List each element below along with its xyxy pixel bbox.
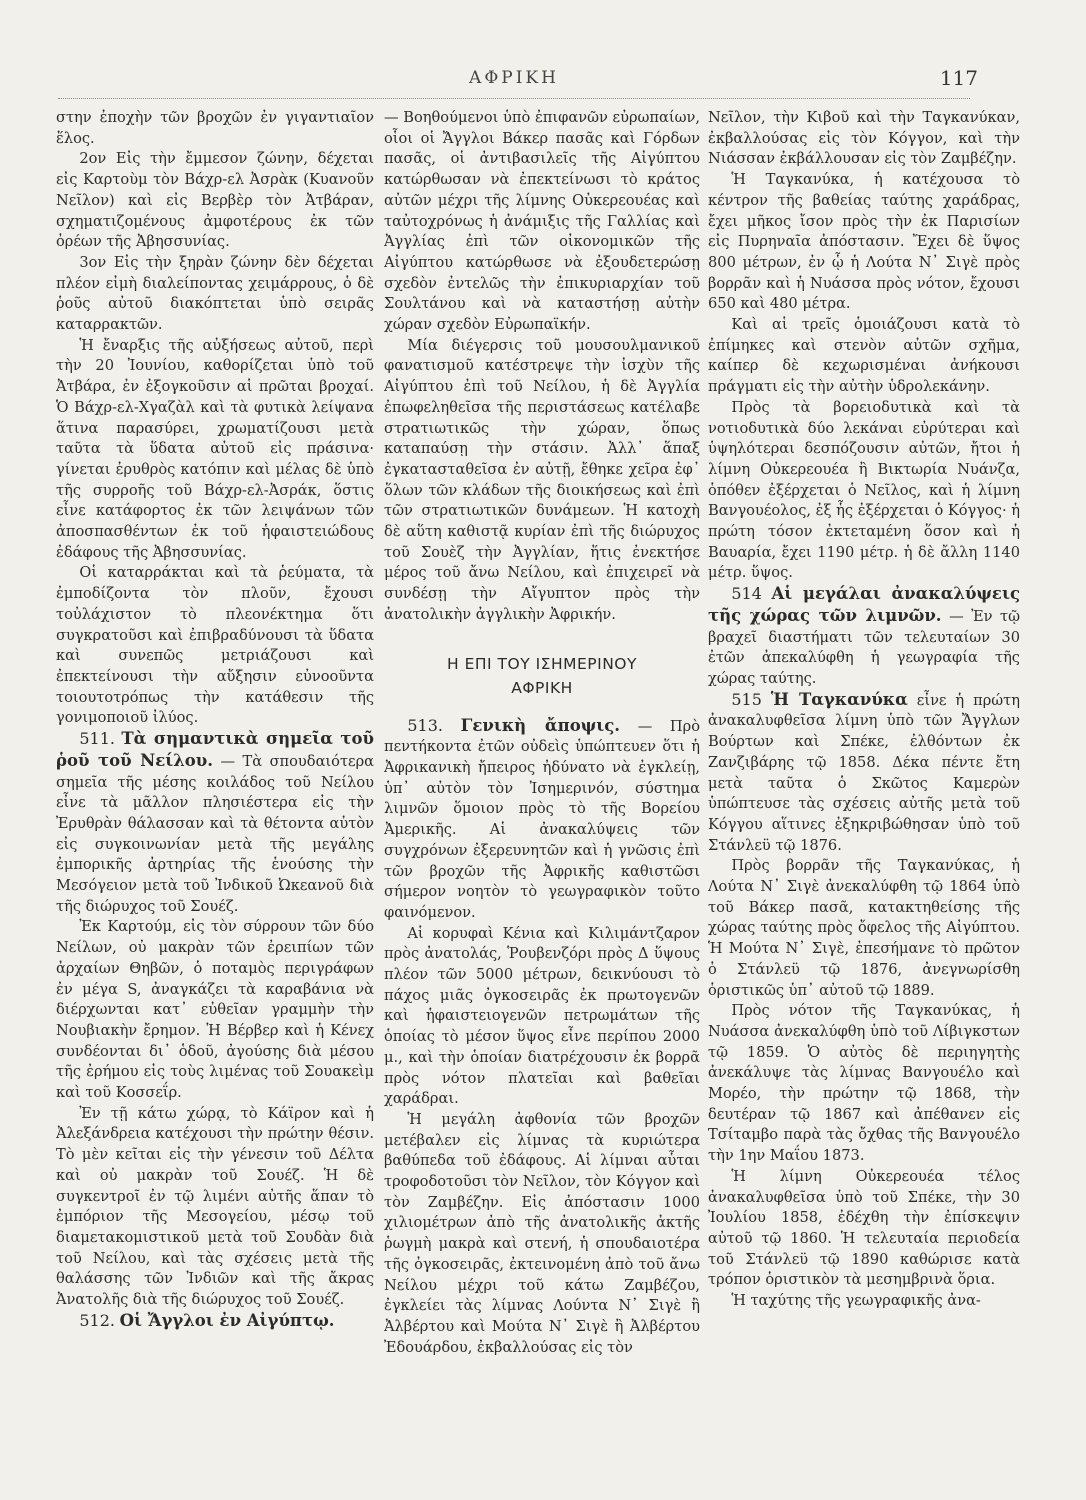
running-title: ΑΦΡΙΚΗ — [469, 68, 559, 88]
text-column-3 — [708, 108, 1020, 1448]
section-513 — [384, 716, 700, 924]
text-column-2 — [384, 108, 700, 1448]
paragraph: Πρὸς βορρᾶν τῆς Ταγκανύκας, ἡ Λούτα Ν᾽ Σιγὲ ἀνεκαλύφθη τῷ 1864 ὑπὸ τοῦ Βάκερ πασᾶ, κατακτηθείσης τῆς χώρας ταύτης πρὸς ὄφελος τῆς Αἰγύπτου. Ἡ Μούτα Ν᾽ Σιγὲ, ἐπεσήμανε τὸ πρῶτον ὁ Στάνλεϋ τῷ 1876, ἀνεγνωρίσθη ὁριστικῶς ὑπ᾽ αὐτοῦ τῷ 1889. — [708, 857, 1020, 999]
section-text: — Ἐν τῷ βραχεῖ διαστήματι τῶν τελευταίων 30 ἐτῶν ἀπεκαλύφθη ἡ γεωγραφία τῆς χώρας ταύτης. — [708, 607, 1020, 687]
paragraph: Ἡ μεγάλη ἀφθονία τῶν βροχῶν μετέβαλεν εἰς λίμνας τὰ κυριώτερα βαθύπεδα τοῦ ἐδάφους. Αἱ λίμναι αὗται τροφοδοτοῦσι τὸν Νεῖλον, τὸν Κόγγον καὶ τὸν Ζαμβέζην. Εἰς ἀπόστασιν 1000 χιλιομέτρων ἀπὸ τῆς ἀνατολικῆς ἀκτῆς ῥωγμὴ μακρὰ καὶ στενή, ἡ σπουδαιοτέρα τῆς ὀγκοσειρᾶς, ἐκτεινομένη ἀπὸ τοῦ ἄνω Νείλου μέχρι τοῦ κάτω Ζαμβέζου, ἐγκλείει τὰς λίμνας Λούντα Ν᾽ Σιγὲ ἢ Ἀλβέρτου καὶ Μούτα Ν᾽ Σιγὲ ἢ Ἀλβέρτου Ἐδουάρδου, ἐκβαλλούσας εἰς τὸν — [384, 1110, 700, 1356]
section-title: Γενικὴ ἄποψις. — [460, 715, 621, 735]
paragraph: Οἱ καταρράκται καὶ τὰ ῥεύματα, τὰ ἐμποδίζοντα τὸν πλοῦν, ἔχουσι τοὐλάχιστον τὸ πλεονέκτημα ὅτι συγκρατοῦσι καὶ ἐπιβραδύνουσι τὰ ὕδατα καὶ συνεπῶς μετριάζουσι καὶ ἐπεκτείνουσι τὴν αὔξησιν εὐνοοῦντα τοιουτοτρόπως τὴν κατάθεσιν τῆς γονιμοποιοῦ ἰλύος. — [56, 564, 374, 727]
section-number: 515 — [731, 689, 762, 709]
paragraph: Πρὸς τὰ βορειοδυτικὰ καὶ τὰ νοτιοδυτικὰ δύο λεκάναι εὐρύτεραι καὶ ὑψηλότεραι δεσπόζουσιν αὐτῶν, ἤτοι ἡ λίμνη Οὐκερεουέα ἢ Βικτωρία Νυάνζα, ὁπόθεν ἐξέρχεται ὁ Νεῖλος, καὶ ἡ λίμνη Βανγουέολος, ἐξ ἧς ἐξέρχεται ὁ Κόγγος· ἡ πρώτη τόσον ἐκτεταμένη ὅσον καὶ ἡ Βαυαρία, ἔχει 1190 μέτρ. ἡ δὲ ἄλλη 1140 μέτρ. ὕψος. — [708, 398, 1020, 582]
section-title: Ἡ Ταγκανύκα — [770, 689, 908, 709]
paragraph: Νεῖλον, τὴν Κιβοῦ καὶ τὴν Ταγκανύκαν, ἐκβαλλούσας εἰς τὸν Κόγγον, καὶ τὴν Νιάσσαν ἐκβάλλουσαν εἰς τὸν Ζαμβέζην. — [708, 109, 1020, 168]
paragraph: 2ον Εἰς τὴν ἔμμεσον ζώνην, δέχεται εἰς Καρτοὺμ τὸν Βάχρ-ελ Ἀσρὰκ (Κυανοῦν Νεῖλον) καὶ εἰς Βερβὲρ τὸν Ἀτβάραν, σχηματιζομένους ἀμφοτέρους ἐκ τῶν ὀρέων τῆς Ἀβησσυνίας. — [56, 150, 374, 251]
paragraph: στην ἐποχὴν τῶν βροχῶν ἐν γιγαντιαῖον ἕλος. — [56, 109, 374, 147]
text-column-1 — [56, 108, 374, 1448]
section-text: — Τὰ σπουδαιότερα σημεῖα τῆς μέσης κοιλάδος τοῦ Νείλου εἶνε τὰ μᾶλλον πλησιέστερα εἰς τὴν Ἐρυθρὰν θάλασσαν καὶ τὰ θέτοντα αὐτὸν εἰς συγκοινωνίαν μετὰ τῆς μεγάλης ἐμπορικῆς ἀρτηρίας τῆς ἑνούσης τὴν Μεσόγειον μετὰ τοῦ Ἰνδικοῦ Ὠκεανοῦ διὰ τῆς διώρυχος τοῦ Σουέζ. — [56, 752, 374, 915]
section-512-text: — Βοηθούμενοι ὑπὸ ἐπιφανῶν εὐρωπαίων, οἷοι οἱ Ἄγγλοι Βάκερ πασᾶς καὶ Γόρδων πασᾶς, οἱ ἀντιβασιλεῖς τῆς Αἰγύπτου κατώρθωσαν νὰ ἐπεκτείνωσι τὸ κράτος αὐτῶν μέχρι τῆς λίμνης Οὐκερεουέας καὶ ταὐτοχρόνως ἡ ἀνάμιξις τῆς Γαλλίας καὶ Ἀγγλίας ἐπὶ τῶν οἰκονομικῶν τῆς Αἰγύπτου κατώρθωσε νὰ ἐξουδετερώσῃ σχεδὸν ἐντελῶς τὴν ἐπικυριαρχίαν τοῦ Σουλτάνου καὶ νὰ καταστήσῃ αὐτὴν χώραν σχεδὸν Εὐρωπαϊκήν. — [384, 109, 700, 334]
header-rule — [58, 98, 970, 99]
paragraph: Ἐκ Καρτούμ, εἰς τὸν σύρρουν τῶν δύο Νείλων, οὐ μακρὰν τῶν ἐρειπίων τῶν ἀρχαίων Θηβῶν, ὁ ποταμὸς περιγράφων ἐν μέγα S, ἀναγκάζει τὰ καραβάνια νὰ διέρχωνται κατ᾽ εὐθεῖαν γραμμὴν τὴν Νουβιακὴν ἔρημον. Ἡ Βέρβερ καὶ ἡ Κένεχ συνδέονται δι᾽ ὁδοῦ, ἀγούσης διὰ μέσου τῆς ἐρήμου εἰς τοὺς λιμένας τοῦ Σουακεὶμ καὶ τοῦ Κοσσεΐρ. — [56, 918, 374, 1102]
paragraph: Ἡ ταχύτης τῆς γεωγραφικῆς ἀνα- — [731, 1292, 981, 1310]
section-title: Αἱ μεγάλαι ἀνακαλύψεις τῆς χώρας τῶν λιμνῶν. — [708, 584, 1020, 625]
section-511 — [56, 729, 374, 917]
section-512-heading — [56, 1311, 374, 1333]
section-number: 511. — [79, 729, 115, 749]
section-number: 512. — [79, 1310, 115, 1330]
paragraph: Ἡ Ταγκανύκα, ἡ κατέχουσα τὸ κέντρον τῆς βαθείας ταύτης χαράδρας, ἔχει μῆκος ἴσον πρὸς τὴν ἐκ Παρισίων εἰς Πυρηναῖα ἀπόστασιν. Ἔχει δὲ ὕψος 800 μέτρων, ἐν ᾧ ἡ Λούτα Ν᾽ Σιγὲ πρὸς βορρᾶν καὶ ἡ Νυάσσα πρὸς νότον, ἔχουσι 650 καὶ 480 μέτρα. — [708, 171, 1020, 313]
section-title: Οἱ Ἄγγλοι ἐν Αἰγύπτῳ. — [119, 1310, 335, 1330]
running-header — [58, 62, 978, 98]
chapter-title — [384, 652, 700, 700]
chapter-title-line: Η ΕΠΙ ΤΟΥ ΙΣΗΜΕΡΙΝΟΥ — [447, 654, 637, 673]
section-515 — [708, 690, 1020, 857]
paragraph: Πρὸς νότον τῆς Ταγκανύκας, ἡ Νυάσσα ἀνεκαλύφθη ὑπὸ τοῦ Λίβιγκστων τῷ 1859. Ὁ αὐτὸς δὲ περιηγητὴς ἀνεκάλυψε τὰς λίμνας Βανγουέλο καὶ Μορέο, τὴν πρώτην τῷ 1868, τὴν δευτέραν τῷ 1867 καὶ ἀπέθανεν εἰς Τσίταμβο παρὰ τὰς ὄχθας τῆς Βανγουέλο τὴν 1ην Μαΐου 1873. — [708, 1002, 1020, 1165]
paragraph: Ἡ λίμνη Οὐκερεουέα τέλος ἀνακαλυφθεῖσα ὑπὸ τοῦ Σπέκε, τὴν 30 Ἰουλίου 1858, ἐδέχθη τὴν ἐπίσκεψιν αὐτοῦ τῷ 1860. Ἡ τελευταία περιοδεία τοῦ Στάνλεϋ τῷ 1890 καθώρισε κατὰ τρόπον ὁριστικὸν τὰ μεσημβρινὰ ὅρια. — [708, 1167, 1020, 1289]
section-title: Τὰ σημαντικὰ σημεῖα τοῦ ῥοῦ τοῦ Νείλου. — [56, 729, 374, 770]
page-number: 117 — [939, 66, 978, 90]
paragraph: Μία διέγερσις τοῦ μουσουλμανικοῦ φανατισμοῦ κατέστρεψε τὴν ἰσχὺν τῆς Αἰγύπτου ἐπὶ τοῦ Νείλου, ἡ δὲ Ἀγγλία ἐπωφεληθεῖσα τῆς περιστάσεως κατέλαβε στρατιωτικῶς τὴν χώραν, ὅπως καταπαύσῃ τὴν στάσιν. Ἀλλ᾽ ἅπαξ ἐγκατασταθεῖσα ἐν αὐτῇ, ἔθηκε χεῖρα ἐφ᾽ ὅλων τῶν κλάδων τῆς διοικήσεως καὶ ἐπὶ τῶν στρατιωτικῶν δυνάμεων. Ἡ κατοχὴ δὲ αὕτη καθιστᾷ κυρίαν ἐπὶ τῆς διώρυχος τοῦ Σουὲζ τὴν Ἀγγλίαν, ἥτις ἐνεκτήσε μέρος τοῦ ἄνω Νείλου, καὶ ἐπιχειρεῖ νὰ συνδέσῃ τὴν Αἴγυπτον πρὸς τὴν ἀνατολικὴν ἀγγλικὴν Ἀφρικήν. — [384, 336, 700, 623]
paragraph: Καὶ αἱ τρεῖς ὁμοιάζουσι κατὰ τὸ ἐπίμηκες καὶ στενὸν αὐτῶν σχῆμα, καίπερ δὲ κεχωρισμέναι ἀνήκουσι πράγματι εἰς τὴν αὐτὴν ὑδρολεκάνην. — [708, 316, 1020, 396]
section-514 — [708, 584, 1020, 690]
paragraph: Αἱ κορυφαὶ Κένια καὶ Κιλιμάντζαρον πρὸς ἀνατολάς, Ῥουβενζόρι πρὸς Δ ὕψους πλέον τῶν 5000 μέτρων, δεικνύουσι τὸ πάχος μιᾶς ὀγκοσειρᾶς ἐκ πρωτογενῶν καὶ ἡφαιστειογενῶν πετρωμάτων τῆς ὁποίας τὸ μέσον ὕψος εἶνε περίπου 2000 μ., καὶ τὴν ὁποίαν διατρέχουσιν ἐκ βορρᾶ πρὸς νότον πλατεῖαι καὶ βαθεῖαι χαράδραι. — [384, 924, 700, 1108]
section-number: 513. — [407, 715, 443, 735]
section-number: 514 — [731, 584, 762, 604]
section-text: εἶνε ἡ πρώτη ἀνακαλυφθεῖσα λίμνη ὑπὸ τῶν Ἄγγλων Βούρτων καὶ Σπέκε, ἐλθόντων ἐκ Ζανζιβάρης τῷ 1858. Δέκα πέντε ἔτη μετὰ ταῦτα ὁ Σκῶτος Καμερὼν ὑπώπτευσε τὰς σχέσεις αὐτῆς μετὰ τοῦ Κόγγου αἵτινες ἐξηκριβώθησαν ὑπὸ τοῦ Στάνλεϋ τῷ 1876. — [708, 691, 1020, 854]
chapter-title-line: ΑΦΡΙΚΗ — [511, 678, 573, 697]
paragraph: Ἡ ἔναρξις τῆς αὐξήσεως αὐτοῦ, περὶ τὴν 20 Ἰουνίου, καθορίζεται ὑπὸ τοῦ Ἀτβάρα, ἐν ἐξογκοῦσιν αἱ πρῶται βροχαί. Ὁ Βάχρ-ελ-Χγαζὰλ καὶ τὰ φυτικὰ λείψανα ἅτινα παρασύρει, χρωματίζουσι μετὰ ταῦτα τὰ ὕδατα αὐτοῦ εἰς πράσινα· γίνεται ἐρυθρὸς κατόπιν καὶ μέλας δὲ ὑπὸ τῆς συρροῆς τοῦ Βάχρ-ελ-Ἀσράκ, ὅστις εἶνε κατάφορτος ἐκ τῶν λειψάνων τῶν ἀποσπασθέντων ἐκ τοῦ ἡφαιστειώδους ἐδάφους τῆς Ἀβησσυνίας. — [56, 336, 374, 561]
paragraph: Ἐν τῇ κάτω χώρᾳ, τὸ Κάϊρον καὶ ἡ Ἀλεξάνδρεια κατέχουσι τὴν πρώτην θέσιν. Τὸ μὲν κεῖται εἰς τὴν γένεσιν τοῦ Δέλτα καὶ οὐ μακρὰν τοῦ Σουέζ. Ἡ δὲ συγκεντροῖ ἐν τῷ λιμένι αὐτῆς ἅπαν τὸ ἐμπόριον τῆς Μεσογείου, μέσῳ τοῦ διαμετακομιστικοῦ μετὰ τοῦ Σουδὰν διὰ τοῦ Νείλου, καὶ τὰς σχέσεις μετὰ τῆς θαλάσσης τῶν Ἰνδιῶν καὶ τῆς ἄκρας Ἀνατολῆς διὰ τῆς διώρυχος τοῦ Σουέζ. — [56, 1104, 374, 1309]
section-text: — Πρὸ πεντήκοντα ἐτῶν οὐδεὶς ὑπώπτευεν ὅτι ἡ Ἀφρικανικὴ ἤπειρος ἠδύνατο νὰ ἐγκλείῃ, ὑπ᾽ αὐτὸν τὸν Ἰσημερινόν, σύστημα λιμνῶν ὅμοιον πρὸς τὸ τῆς Βορείου Ἀμερικῆς. Αἱ ἀνακαλύψεις τῶν συγχρόνων ἐξερευνητῶν καὶ ἡ γνῶσις ἐπὶ τῶν βροχῶν τῆς Ἀφρικῆς καθιστῶσι σήμερον νοητὸν τὸ γεωγραφικὸν τοῦτο φαινόμενον. — [384, 717, 700, 921]
paragraph: 3ον Εἰς τὴν ξηρὰν ζώνην δὲν δέχεται πλέον εἰμὴ διαλείποντας χειμάρρους, ὁ δὲ ῥοῦς αὐτοῦ διακόπτεται ὑπὸ σειρᾶς καταρρακτῶν. — [56, 253, 374, 334]
